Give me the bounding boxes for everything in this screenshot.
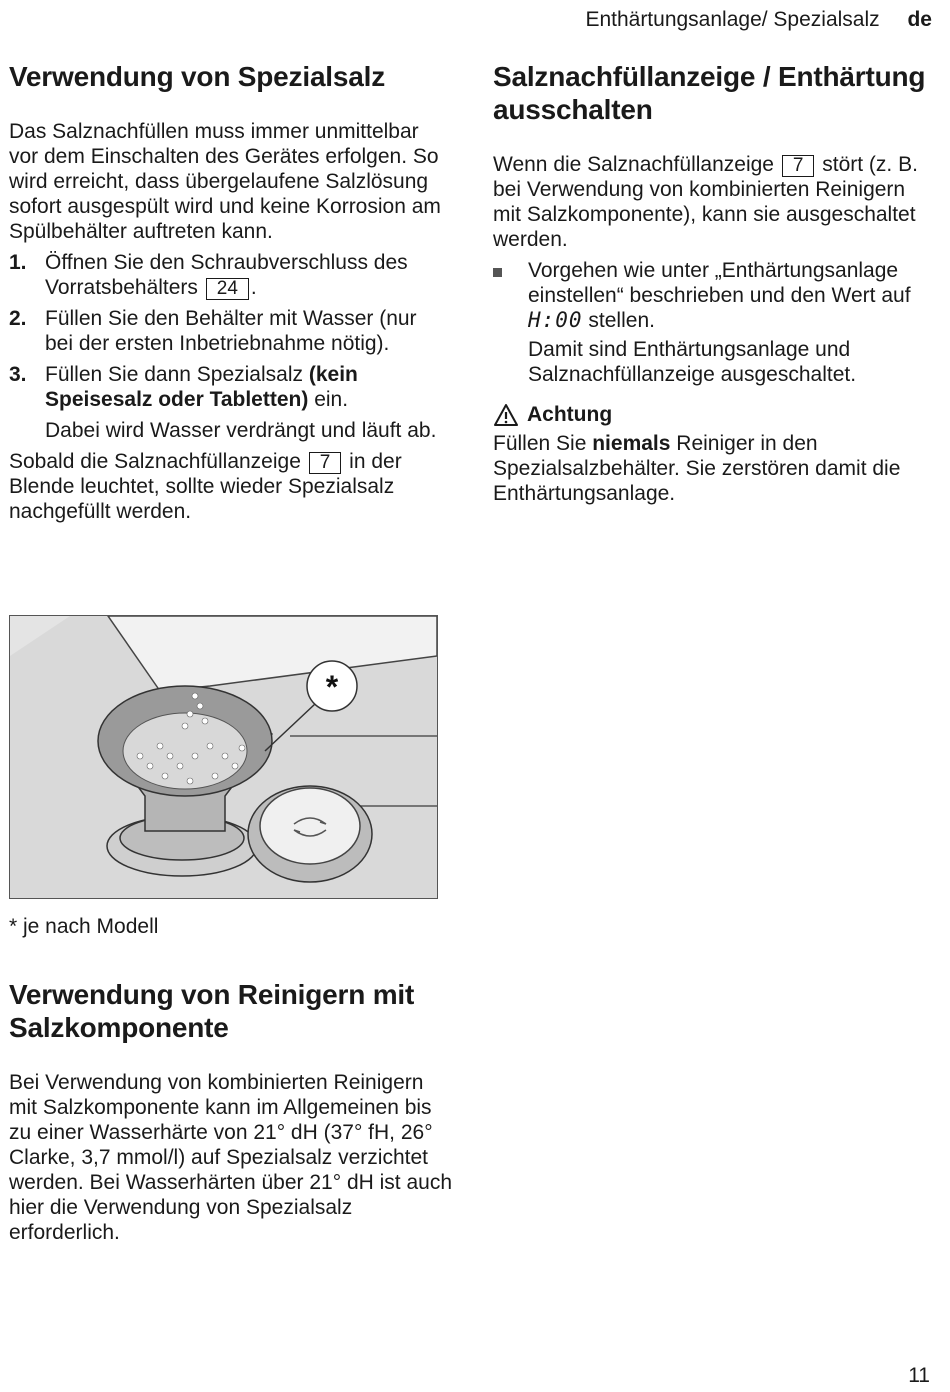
- reference-box: 24: [206, 278, 249, 300]
- after-text-end: in der Blende leuchtet, sollte wieder Spezialsalz nachgefüllt werden.: [9, 450, 402, 523]
- page-header: [585, 8, 932, 32]
- warning-triangle-icon: [493, 403, 519, 427]
- right-text: Wenn die Salznachfüllanzeige: [493, 153, 774, 176]
- warning-text-end: Reiniger in den Spezialsalzbehälter. Sie zerstören damit die Enthärtungsanlage.: [493, 432, 901, 505]
- step-3-text-end: ein.: [314, 388, 349, 411]
- after-paragraph: [9, 449, 449, 524]
- step-1-text: Öffnen Sie den Schraubverschluss des Vorratsbehälters: [45, 251, 408, 299]
- bullet-text-start: Vorgehen wie unter „Enthärtungsanlage einstellen“ beschrieben und den Wert auf: [528, 259, 911, 307]
- step-text: [45, 362, 449, 412]
- warning-title: Achtung: [527, 403, 613, 426]
- page-number: 11: [908, 1364, 930, 1387]
- step-3-note: Dabei wird Wasser verdrängt und läuft ab.: [45, 419, 437, 442]
- step-3-text: Füllen Sie dann Spezialsalz: [45, 363, 303, 386]
- step-3-bold: (kein Speisesalz oder Tabletten): [45, 363, 358, 411]
- step-1: [9, 250, 449, 300]
- right-text-end: stört (z. B. bei Verwendung von kombinierten Reinigern mit Salzkomponente), kann sie ausgeschaltet werden.: [493, 153, 918, 251]
- warning-text-start: Füllen Sie: [493, 432, 587, 455]
- after-text: Sobald die Salznachfüllanzeige: [9, 450, 301, 473]
- illustration-svg: [10, 616, 437, 898]
- section-title-salznachfuellanzeige: Salznachfüllanzeige / Enthärtung ausschalten: [493, 61, 926, 125]
- step-2: [9, 306, 449, 356]
- reference-box: 7: [782, 155, 815, 177]
- warning-text: [493, 431, 938, 506]
- bullet-text-end: stellen.: [588, 309, 655, 332]
- step-number: 3.: [9, 363, 27, 386]
- reiniger-paragraph: Bei Verwendung von kombinierten Reinigern mit Salzkomponente kann im Allgemeinen bis zu einer Wasserhärte von 21° dH (37° fH, 26° Clarke, 3,7 mmol/l) auf Spezialsalz verzichtet werden. Bei Wasserhärten über 21° dH ist auch hier die Verwendung von Spezialsalz erforderlich.: [9, 1071, 453, 1244]
- figure-marker: *: [325, 669, 339, 705]
- reference-box: 7: [309, 452, 342, 474]
- steps-list: [9, 250, 449, 443]
- intro-paragraph: Das Salznachfüllen muss immer unmittelbar vor dem Einschalten des Gerätes erfolgen. So wird erreicht, dass übergelaufene Salzlösung sofort ausgespült wird und keine Korrosion am Spülbehälter auftreten kann.: [9, 120, 441, 243]
- step-2-text: Füllen Sie den Behälter mit Wasser (nur bei der ersten Inbetriebnahme nötig).: [45, 307, 417, 355]
- right-column: [493, 60, 938, 506]
- left-column: [9, 60, 449, 524]
- salt-filling-illustration: [9, 615, 438, 899]
- display-value: H:00: [528, 308, 583, 332]
- right-paragraph: [493, 152, 938, 252]
- step-3: [9, 362, 449, 412]
- step-number: 1.: [9, 251, 27, 274]
- section-title-spezialsalz: Verwendung von Spezialsalz: [9, 61, 386, 92]
- bullet-item: [493, 258, 938, 333]
- section-title-reiniger: Verwendung von Reinigern mit Salzkomponente: [9, 979, 415, 1043]
- bullet-square-icon: [493, 258, 528, 333]
- bullet-text: [528, 258, 938, 333]
- step-number: 2.: [9, 307, 27, 330]
- figure-caption: * je nach Modell: [9, 915, 159, 938]
- bottom-section: [9, 978, 454, 1245]
- warning-bold: niemals: [592, 432, 671, 455]
- header-language: de: [907, 8, 932, 31]
- bullet-note: Damit sind Enthärtungsanlage und Salznachfüllanzeige ausgeschaltet.: [528, 338, 857, 386]
- warning-heading: [493, 403, 938, 427]
- header-section-title: Enthärtungsanlage/ Spezialsalz: [585, 8, 880, 31]
- step-text: Öffnen Sie den Schraubverschluss des Vorratsbehälters 24 .: [45, 251, 408, 299]
